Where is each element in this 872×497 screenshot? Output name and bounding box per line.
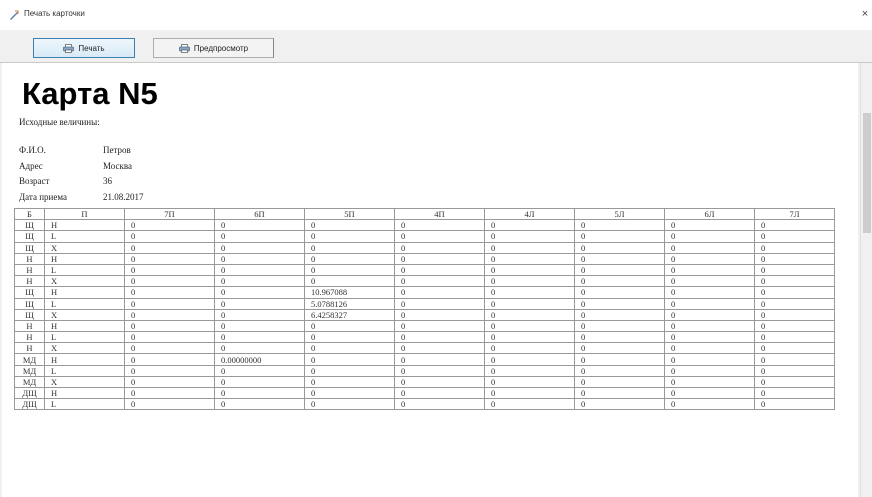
table-cell: 0 — [305, 220, 395, 231]
table-cell: 0 — [755, 253, 835, 264]
table-cell: 0 — [395, 354, 485, 365]
column-header: 4Л — [485, 209, 575, 220]
info-row — [19, 192, 144, 208]
table-cell: L — [45, 332, 125, 343]
table-cell: 0 — [485, 309, 575, 320]
table-cell: Н — [45, 388, 125, 399]
column-header: П — [45, 209, 125, 220]
table-cell: 0 — [125, 264, 215, 275]
table-row — [15, 388, 835, 399]
table-cell: 0 — [575, 388, 665, 399]
table-cell: L — [45, 298, 125, 309]
table-cell: 0 — [575, 298, 665, 309]
printer-app-icon — [9, 10, 19, 20]
table-cell: МД — [15, 354, 45, 365]
table-cell: 0 — [125, 399, 215, 410]
table-cell: Н — [15, 264, 45, 275]
table-cell: 0 — [755, 242, 835, 253]
info-label: Возраст — [19, 176, 50, 186]
table-cell: 0 — [665, 253, 755, 264]
table-cell: Н — [45, 287, 125, 298]
column-header: 7П — [125, 209, 215, 220]
table-cell: X — [45, 376, 125, 387]
table-cell: 0 — [755, 399, 835, 410]
table-cell: 0 — [665, 320, 755, 331]
table-cell: 0 — [215, 253, 305, 264]
table-cell: 0 — [485, 242, 575, 253]
table-cell: Н — [45, 320, 125, 331]
table-cell: 0 — [305, 242, 395, 253]
table-cell: 0 — [575, 287, 665, 298]
table-cell: Н — [45, 220, 125, 231]
table-cell: 0 — [575, 365, 665, 376]
table-cell: Н — [45, 253, 125, 264]
table-cell: 0 — [215, 220, 305, 231]
table-cell: 0 — [755, 320, 835, 331]
column-header: 6П — [215, 209, 305, 220]
info-row — [19, 145, 144, 161]
table-cell: 0 — [485, 399, 575, 410]
preview-button[interactable] — [153, 38, 274, 58]
table-cell: 0 — [305, 388, 395, 399]
info-label: Дата приема — [19, 191, 67, 202]
table-cell: 0 — [305, 276, 395, 287]
table-cell: 0 — [485, 354, 575, 365]
table-cell: 0 — [305, 253, 395, 264]
table-cell: L — [45, 399, 125, 410]
table-cell: Н — [15, 276, 45, 287]
table-cell: X — [45, 242, 125, 253]
table-cell: 0 — [665, 399, 755, 410]
table-cell: 0 — [215, 298, 305, 309]
table-cell: 0 — [215, 276, 305, 287]
table-cell: 0 — [485, 253, 575, 264]
table-cell: ДЩ — [15, 399, 45, 410]
table-cell: 0 — [755, 264, 835, 275]
table-cell: 0 — [665, 264, 755, 275]
table-cell: 0 — [395, 320, 485, 331]
table-row — [15, 287, 835, 298]
table-cell: 0 — [485, 264, 575, 275]
table-cell: 0 — [755, 276, 835, 287]
column-header: 5Л — [575, 209, 665, 220]
table-cell: 0.00000000 — [215, 354, 305, 365]
table-cell: 0 — [665, 388, 755, 399]
table-row — [15, 309, 835, 320]
card-title: Карта N5 — [22, 76, 158, 111]
table-cell: L — [45, 365, 125, 376]
preview-button-label: Предпросмотр — [193, 43, 249, 53]
table-cell: 0 — [665, 309, 755, 320]
info-value: Петров — [103, 145, 131, 155]
table-cell: 0 — [125, 376, 215, 387]
table-cell: ДЩ — [15, 388, 45, 399]
table-cell: X — [45, 309, 125, 320]
table-cell: 0 — [125, 332, 215, 343]
table-cell: 0 — [665, 276, 755, 287]
table-cell: 0 — [305, 354, 395, 365]
table-cell: 0 — [215, 365, 305, 376]
column-header: 5П — [305, 209, 395, 220]
table-cell: 0 — [125, 298, 215, 309]
table-cell: 0 — [395, 365, 485, 376]
table-cell: 0 — [125, 365, 215, 376]
table-cell: 0 — [125, 343, 215, 354]
table-cell: X — [45, 276, 125, 287]
table-cell: 0 — [395, 220, 485, 231]
table-cell: 0 — [665, 365, 755, 376]
info-label: Адрес — [19, 160, 43, 171]
table-row — [15, 253, 835, 264]
table-cell: 0 — [755, 298, 835, 309]
table-cell: 0 — [125, 320, 215, 331]
table-row — [15, 332, 835, 343]
table-cell: 0 — [125, 309, 215, 320]
table-cell: 0 — [395, 276, 485, 287]
table-cell: 0 — [575, 231, 665, 242]
table-cell: 0 — [575, 343, 665, 354]
table-row — [15, 231, 835, 242]
table-cell: 0 — [665, 354, 755, 365]
table-cell: МД — [15, 376, 45, 387]
table-row — [15, 365, 835, 376]
table-cell: 0 — [305, 332, 395, 343]
table-cell: 0 — [305, 264, 395, 275]
table-cell: 0 — [755, 343, 835, 354]
table-cell: 0 — [125, 253, 215, 264]
table-cell: 5.0788126 — [305, 298, 395, 309]
table-cell: Н — [15, 332, 45, 343]
table-row — [15, 220, 835, 231]
table-cell: Щ — [15, 231, 45, 242]
table-cell: 0 — [305, 320, 395, 331]
table-cell: 0 — [395, 332, 485, 343]
table-cell: 0 — [485, 332, 575, 343]
table-cell: 0 — [665, 242, 755, 253]
table-cell: Н — [15, 320, 45, 331]
table-cell: 0 — [755, 332, 835, 343]
table-cell: 0 — [395, 399, 485, 410]
table-row — [15, 276, 835, 287]
table-cell: Щ — [15, 287, 45, 298]
table-cell: 0 — [575, 220, 665, 231]
table-cell: 0 — [215, 264, 305, 275]
table-cell: 0 — [305, 399, 395, 410]
table-cell: 0 — [485, 376, 575, 387]
print-button-label: Печать — [78, 43, 105, 53]
info-label: Ф.И.О. — [19, 145, 46, 155]
print-button[interactable] — [33, 38, 135, 58]
column-header: 7Л — [755, 209, 835, 220]
table-cell: 0 — [395, 309, 485, 320]
close-button[interactable]: × — [861, 8, 869, 20]
table-cell: Щ — [15, 242, 45, 253]
table-cell: 0 — [395, 343, 485, 354]
table-cell: 0 — [395, 287, 485, 298]
table-cell: Н — [45, 354, 125, 365]
table-cell: Щ — [15, 220, 45, 231]
table-header-row — [15, 209, 835, 220]
table-cell: 0 — [755, 388, 835, 399]
table-row — [15, 376, 835, 387]
table-row — [15, 242, 835, 253]
patient-info — [19, 145, 144, 207]
table-cell: 0 — [485, 388, 575, 399]
table-cell: Н — [15, 343, 45, 354]
table-cell: 6.4258327 — [305, 309, 395, 320]
table-cell: 0 — [575, 253, 665, 264]
printer-icon — [179, 44, 190, 53]
table-cell: 0 — [215, 242, 305, 253]
table-cell: 0 — [395, 388, 485, 399]
title-bar — [0, 0, 872, 31]
table-cell: 0 — [665, 287, 755, 298]
table-row — [15, 343, 835, 354]
table-cell: МД — [15, 365, 45, 376]
table-cell: 0 — [575, 320, 665, 331]
table-cell: 0 — [485, 343, 575, 354]
table-cell: 0 — [485, 365, 575, 376]
table-cell: Н — [15, 253, 45, 264]
table-cell: 0 — [395, 231, 485, 242]
table-cell: 0 — [755, 287, 835, 298]
table-cell: X — [45, 343, 125, 354]
table-cell: 0 — [125, 220, 215, 231]
table-cell: 0 — [665, 231, 755, 242]
table-cell: 0 — [485, 287, 575, 298]
table-cell: 0 — [395, 376, 485, 387]
table-cell: 0 — [125, 388, 215, 399]
table-cell: 0 — [665, 220, 755, 231]
table-cell: L — [45, 231, 125, 242]
table-cell: 0 — [125, 276, 215, 287]
table-cell: 0 — [305, 343, 395, 354]
info-value: 36 — [103, 176, 112, 186]
table-row — [15, 298, 835, 309]
table-cell: 0 — [755, 354, 835, 365]
table-row — [15, 264, 835, 275]
table-cell: 0 — [575, 264, 665, 275]
table-cell: L — [45, 264, 125, 275]
column-header: 6Л — [665, 209, 755, 220]
table-cell: 0 — [125, 287, 215, 298]
table-cell: 0 — [575, 399, 665, 410]
table-cell: 0 — [665, 298, 755, 309]
scrollbar-thumb[interactable] — [863, 113, 871, 233]
table-cell: 0 — [125, 242, 215, 253]
table-cell: 0 — [755, 365, 835, 376]
table-cell: 0 — [305, 365, 395, 376]
table-cell: 10.967088 — [305, 287, 395, 298]
table-cell: 0 — [395, 264, 485, 275]
table-cell: 0 — [485, 298, 575, 309]
table-cell: 0 — [575, 309, 665, 320]
table-cell: 0 — [215, 399, 305, 410]
info-row — [19, 176, 144, 192]
table-cell: 0 — [575, 242, 665, 253]
table-cell: 0 — [125, 231, 215, 242]
table-cell: 0 — [305, 376, 395, 387]
table-cell: 0 — [395, 253, 485, 264]
table-cell: 0 — [575, 276, 665, 287]
table-cell: 0 — [575, 354, 665, 365]
table-cell: 0 — [125, 354, 215, 365]
table-cell: 0 — [665, 376, 755, 387]
table-cell: 0 — [755, 220, 835, 231]
table-body — [15, 220, 835, 410]
table-cell: 0 — [755, 309, 835, 320]
table-cell: 0 — [215, 287, 305, 298]
column-header: Б — [15, 209, 45, 220]
table-cell: 0 — [215, 343, 305, 354]
table-cell: 0 — [215, 309, 305, 320]
table-cell: 0 — [665, 343, 755, 354]
vertical-scrollbar[interactable] — [860, 63, 872, 497]
table-cell: 0 — [485, 231, 575, 242]
table-row — [15, 399, 835, 410]
table-cell: Щ — [15, 309, 45, 320]
table-cell: 0 — [215, 376, 305, 387]
info-value: 21.08.2017 — [103, 191, 144, 202]
info-value: Москва — [103, 160, 132, 171]
card-subtitle: Исходные величины: — [19, 117, 100, 127]
table-cell: 0 — [485, 276, 575, 287]
table-cell: 0 — [215, 388, 305, 399]
table-cell: 0 — [395, 298, 485, 309]
print-preview-area — [2, 63, 858, 497]
table-cell: 0 — [755, 231, 835, 242]
window-title: Печать карточки — [24, 9, 85, 18]
toolbar — [0, 30, 872, 63]
table-cell: 0 — [305, 231, 395, 242]
table-cell: 0 — [665, 332, 755, 343]
table-row — [15, 320, 835, 331]
table-cell: 0 — [215, 332, 305, 343]
table-cell: 0 — [575, 376, 665, 387]
table-row — [15, 354, 835, 365]
table-cell: 0 — [395, 242, 485, 253]
table-cell: 0 — [485, 320, 575, 331]
table-cell: 0 — [485, 220, 575, 231]
table-cell: 0 — [755, 376, 835, 387]
table-cell: 0 — [575, 332, 665, 343]
table-cell: 0 — [215, 231, 305, 242]
table-cell: 0 — [215, 320, 305, 331]
values-table — [14, 208, 835, 410]
info-row — [19, 161, 144, 177]
column-header: 4П — [395, 209, 485, 220]
printer-icon — [63, 44, 74, 53]
table-cell: Щ — [15, 298, 45, 309]
